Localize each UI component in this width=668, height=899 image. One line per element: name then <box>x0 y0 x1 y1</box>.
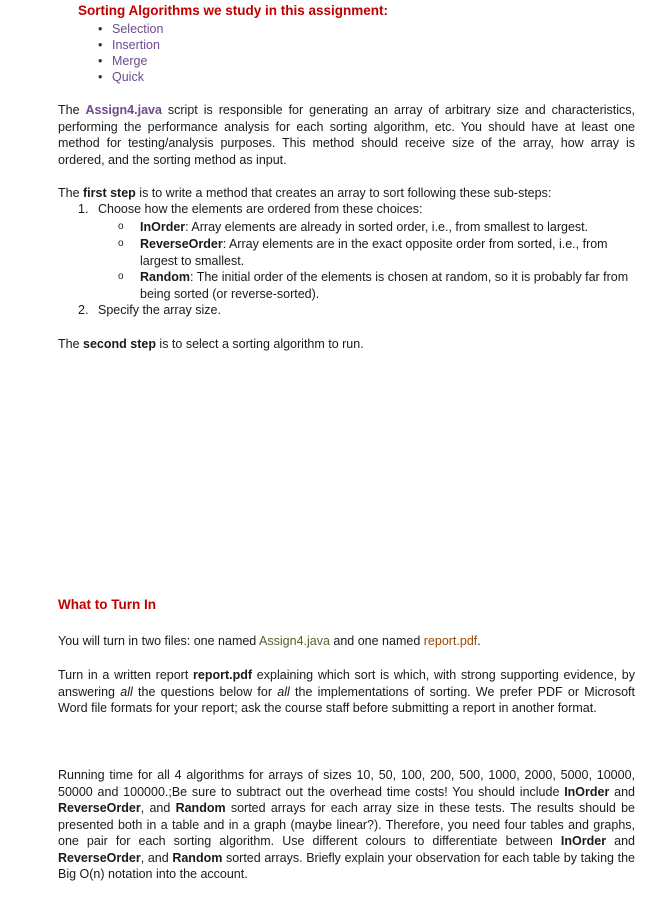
list-item-label: Quick <box>112 70 144 84</box>
intro-paragraph: The Assign4.java script is responsible for generating an array of arbitrary size and characteristics, performing the performance analysis for each sorting algorithm, etc. You should have at least one method for testing/analysis purposes. This method should receive size of the array, how array is ordered, and the sorting method as input. <box>58 103 635 167</box>
circle-bullet-icon: o <box>118 221 124 232</box>
sub-list-item: o InOrder: Array elements are already in sorted order, i.e., from smallest to largest. <box>118 220 589 234</box>
filename-java: Assign4.java <box>259 634 330 648</box>
list-item-label: Merge <box>112 54 148 68</box>
second-step-paragraph: The second step is to select a sorting algorithm to run. <box>58 337 364 351</box>
sub-list-item: o ReverseOrder: Array elements are in the exact opposite order from sorted, i.e., from largest to smallest. <box>118 237 608 268</box>
sub-list-item: o Random: The initial order of the elements is chosen at random, so it is probably far from being sorted (or reverse-sorted). <box>118 270 629 301</box>
circle-bullet-icon: o <box>118 238 124 249</box>
list-item <box>98 22 163 36</box>
algorithms-heading: Sorting Algorithms we study in this assignment: <box>78 3 389 18</box>
list-item: Specify the array size. <box>98 303 221 317</box>
turn-in-heading: What to Turn In <box>58 597 156 612</box>
circle-bullet-icon: o <box>118 271 124 282</box>
bullet-icon: • <box>98 22 103 36</box>
running-time-paragraph: Running time for all 4 algorithms for arrays of sizes 10, 50, 100, 200, 500, 1000, 2000, 5000, 10000, 50000 and 100000.;Be sure to subtract out the overhead time costs! You should include InOrder and ReverseOrder, and Random sorted arrays for each array size in these tests. The results should be presented both in a table and in a graph (maybe linear?). Therefore, you need four tables and graphs, one pair for each sorting algorithm. Use different colours to differentiate between InOrder and ReverseOrder, and Random sorted arrays. Briefly explain your observation for each table by taking the Big O(n) notation into the account. <box>58 768 635 881</box>
list-item <box>98 38 160 52</box>
list-item-label: Insertion <box>112 38 160 52</box>
bullet-icon: • <box>98 38 103 52</box>
list-item: Choose how the elements are ordered from these choices: <box>98 202 423 216</box>
filename-report: report.pdf <box>423 634 478 648</box>
files-paragraph: You will turn in two files: one named Assign4.java and one named report.pdf. <box>58 634 481 648</box>
list-item <box>98 70 144 84</box>
bullet-icon: • <box>98 70 103 84</box>
list-number: 2. <box>78 303 89 317</box>
bullet-icon: • <box>98 54 103 68</box>
report-paragraph: Turn in a written report report.pdf explaining which sort is which, with strong supporting evidence, by answering all the questions below for all the implementations of sorting. We prefer PDF or Microsoft Word file formats for your report; ask the course staff before submitting a report in another format. <box>58 668 635 715</box>
list-item <box>98 54 147 68</box>
list-number: 1. <box>78 202 89 216</box>
list-item-label: Selection <box>112 22 164 36</box>
filename-link: Assign4.java <box>85 103 162 117</box>
first-step-paragraph: The first step is to write a method that creates an array to sort following these sub-steps: <box>58 186 552 200</box>
